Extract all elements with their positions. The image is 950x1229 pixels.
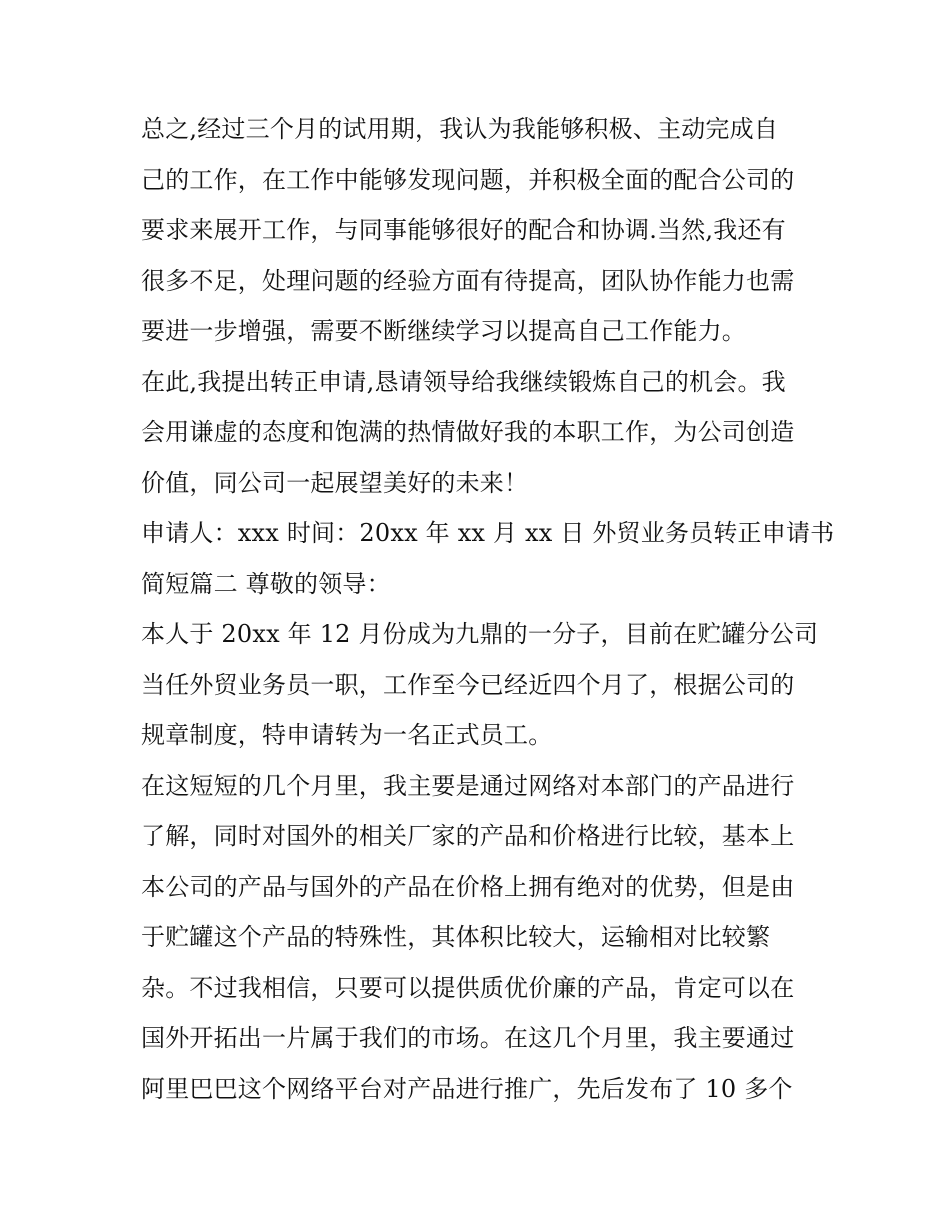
text-line: 本公司的产品与国外的产品在价格上拥有绝对的优势，但是由 bbox=[141, 872, 795, 901]
text-line: 阿里巴巴这个网络平台对产品进行推广，先后发布了 10 多个 bbox=[141, 1074, 793, 1103]
text-line: 要进一步增强，需要不断继续学习以提高自己工作能力。 bbox=[141, 317, 746, 345]
text-line: 杂。不过我相信，只要可以提供质优价廉的产品，肯定可以在 bbox=[141, 973, 795, 1002]
text-line: 本人于 20xx 年 12 月份成为九鼎的一分子，目前在贮罐分公司 bbox=[141, 620, 819, 648]
text-line: 在这短短的几个月里，我主要是通过网络对本部门的产品进行 bbox=[141, 771, 795, 800]
text-line: 总之,经过三个月的试用期，我认为我能够积极、主动完成自 bbox=[141, 115, 779, 143]
text-line: 会用谦虚的态度和饱满的热情做好我的本职工作，为公司创造 bbox=[141, 418, 795, 446]
text-line: 规章制度，特申请转为一名正式员工。 bbox=[141, 721, 553, 749]
text-line: 当任外贸业务员一职，工作至今已经近四个月了，根据公司的 bbox=[141, 670, 795, 699]
text-line: 简短篇二 尊敬的领导： bbox=[141, 569, 391, 598]
text-line: 很多不足，处理问题的经验方面有待提高，团队协作能力也需 bbox=[141, 266, 795, 295]
text-line: 于贮罐这个产品的特殊性，其体积比较大，运输相对比较繁 bbox=[141, 923, 771, 951]
text-line: 了解，同时对国外的相关厂家的产品和价格进行比较，基本上 bbox=[141, 822, 795, 850]
text-line: 要求来展开工作，与同事能够很好的配合和协调.当然,我还有 bbox=[141, 216, 786, 244]
text-line: 在此,我提出转正申请,恳请领导给我继续锻炼自己的机会。我 bbox=[141, 367, 786, 396]
text-line: 己的工作，在工作中能够发现问题，并积极全面的配合公司的 bbox=[141, 165, 795, 194]
document-body bbox=[141, 104, 835, 1114]
text-line: 国外开拓出一片属于我们的市场。在这几个月里，我主要通过 bbox=[141, 1024, 795, 1052]
text-line: 价值，同公司一起展望美好的未来！ bbox=[141, 468, 529, 497]
text-line: 申请人：xxx 时间：20xx 年 xx 月 xx 日 外贸业务员转正申请书 bbox=[141, 519, 835, 547]
